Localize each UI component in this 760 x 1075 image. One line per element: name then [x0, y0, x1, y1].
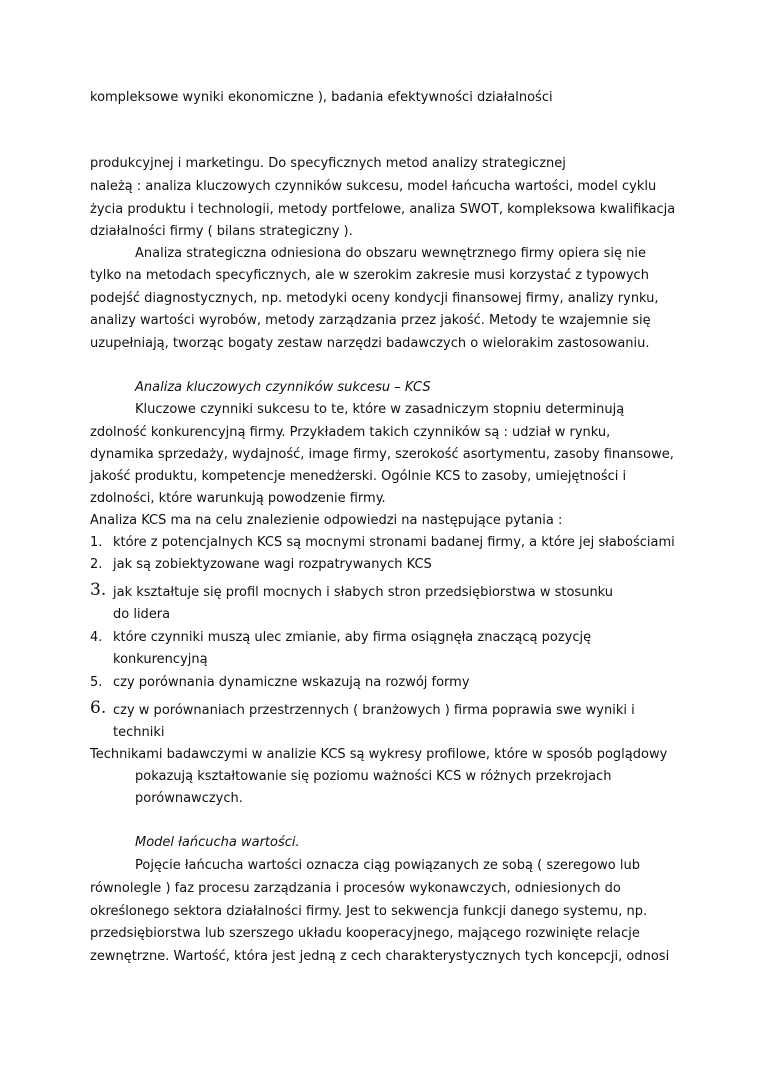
list-item-text: które z potencjalnych KCS są mocnymi stronami badanej firmy, a które jej słabościami: [113, 535, 675, 550]
text-line: zdolność konkurencyjną firmy. Przykładem takich czynników są : udział w rynku,: [90, 425, 611, 440]
section-heading-value-chain: Model łańcucha wartości.: [135, 835, 300, 850]
list-number: 5.: [90, 675, 103, 690]
list-item-text: do lidera: [113, 607, 171, 622]
list-item-text: techniki: [113, 725, 165, 740]
list-number: 6.: [90, 698, 107, 718]
text-line: dynamika sprzedaży, wydajność, image firmy, szerokość asortymentu, zasoby finansowe,: [90, 447, 674, 462]
text-line: Technikami badawczymi w analizie KCS są wykresy profilowe, które w sposób poglądowy: [90, 747, 668, 762]
text-line: tylko na metodach specyficznych, ale w szerokim zakresie musi korzystać z typowych: [90, 268, 649, 283]
text-line: działalności firmy ( bilans strategiczny ).: [90, 224, 353, 239]
list-item-text: jak kształtuje się profil mocnych i słabych stron przedsiębiorstwa w stosunku: [113, 585, 614, 600]
list-item-text: jak są zobiektyzowane wagi rozpatrywanych KCS: [113, 557, 432, 572]
list-number: 1.: [90, 535, 103, 550]
text-line: życia produktu i technologii, metody portfelowe, analiza SWOT, kompleksowa kwalifikacja: [90, 202, 676, 217]
text-line: zewnętrzne. Wartość, która jest jedną z cech charakterystycznych tych koncepcji, odnosi: [90, 949, 670, 964]
text-line: należą : analiza kluczowych czynników sukcesu, model łańcucha wartości, model cyklu: [90, 179, 657, 194]
text-line: produkcyjnej i marketingu. Do specyficznych metod analizy strategicznej: [90, 156, 566, 171]
list-number: 2.: [90, 557, 103, 572]
text-line: Pojęcie łańcucha wartości oznacza ciąg powiązanych ze sobą ( szeregowo lub: [135, 858, 640, 873]
list-item-text: które czynniki muszą ulec zmianie, aby firma osiągnęła znaczącą pozycję: [113, 630, 592, 645]
text-line: przedsiębiorstwa lub szerszego układu kooperacyjnego, mającego rozwinięte relacje: [90, 926, 640, 941]
text-line: jakość produktu, kompetencje menedżerski. Ogólnie KCS to zasoby, umiejętności i: [90, 469, 627, 484]
list-number: 4.: [90, 630, 103, 645]
list-number: 3.: [90, 580, 107, 600]
text-line: podejść diagnostycznych, np. metodyki oceny kondycji finansowej firmy, analizy rynku,: [90, 291, 659, 306]
text-line: kompleksowe wyniki ekonomiczne ), badania efektywności działalności: [90, 90, 553, 105]
text-line: Analiza strategiczna odniesiona do obszaru wewnętrznego firmy opiera się nie: [135, 246, 647, 261]
text-line: uzupełniają, tworząc bogaty zestaw narzędzi badawczych o wielorakim zastosowaniu.: [90, 336, 650, 351]
text-line: porównawczych.: [135, 791, 243, 806]
text-line: określonego sektora działalności firmy. Jest to sekwencja funkcji danego systemu, np.: [90, 904, 648, 919]
list-item-text: czy porównania dynamiczne wskazują na rozwój formy: [113, 675, 470, 690]
text-line: równolegle ) faz procesu zarządzania i procesów wykonawczych, odniesionych do: [90, 881, 621, 896]
text-line: analizy wartości wyrobów, metody zarządzania przez jakość. Metody te wzajemnie się: [90, 313, 651, 328]
text-line: zdolności, które warunkują powodzenie firmy.: [90, 491, 386, 506]
list-item-text: konkurencyjną: [113, 652, 208, 667]
section-heading-kcs: Analiza kluczowych czynników sukcesu – KCS: [135, 380, 431, 395]
text-line: pokazują kształtowanie się poziomu ważności KCS w różnych przekrojach: [135, 769, 612, 784]
list-item-text: czy w porównaniach przestrzennych ( branżowych ) firma poprawia swe wyniki i: [113, 703, 635, 718]
text-line: Kluczowe czynniki sukcesu to te, które w zasadniczym stopniu determinują: [135, 402, 625, 417]
text-line: Analiza KCS ma na celu znalezienie odpowiedzi na następujące pytania :: [90, 513, 563, 528]
